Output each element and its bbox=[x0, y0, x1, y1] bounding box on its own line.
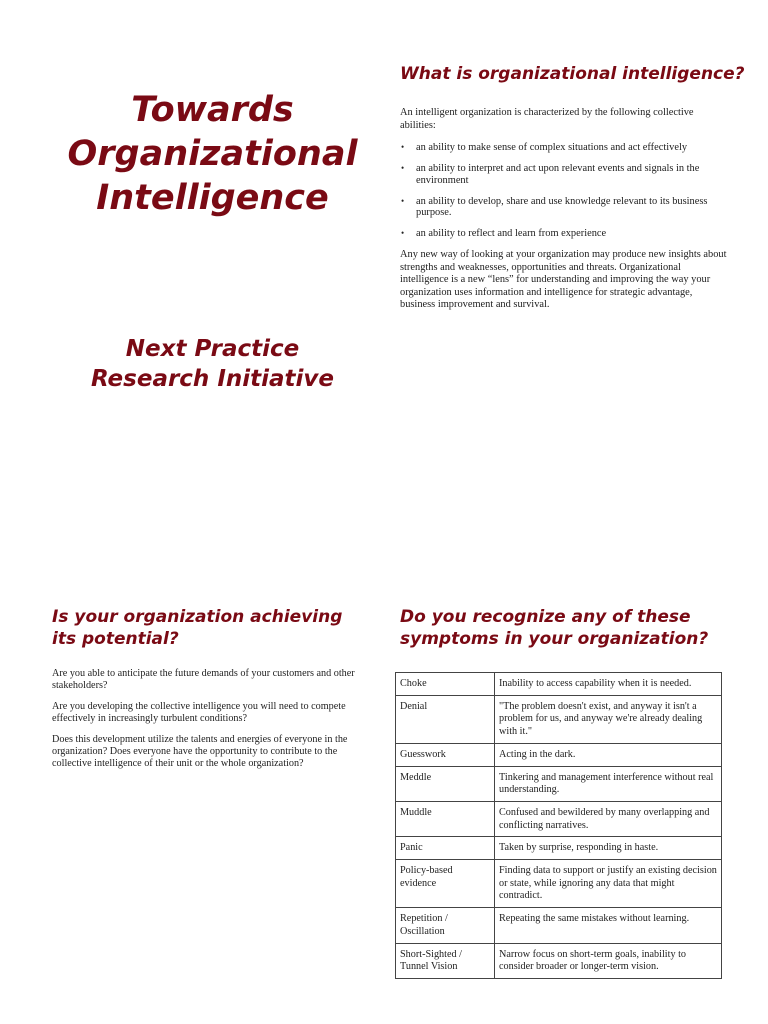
symptom-term: Choke bbox=[396, 673, 495, 696]
symptom-description: "The problem doesn't exist, and anyway it isn't a problem for us, and anyway we're already dealing with it." bbox=[495, 695, 722, 743]
bullet-icon: • bbox=[401, 142, 405, 153]
list-item bbox=[400, 196, 730, 220]
intro-text: An intelligent organization is characterized by the following collective abilities: bbox=[400, 107, 694, 131]
cover-title-line: Intelligence bbox=[96, 178, 329, 218]
list-item bbox=[400, 228, 730, 240]
symptom-description: Confused and bewildered by many overlapping and conflicting narratives. bbox=[495, 801, 722, 836]
symptom-description: Taken by surprise, responding in haste. bbox=[495, 837, 722, 860]
bullet-icon: • bbox=[401, 195, 405, 206]
table-row bbox=[396, 943, 722, 978]
cover-subtitle-line: Research Initiative bbox=[90, 366, 335, 392]
symptom-term: Short-Sighted / Tunnel Vision bbox=[396, 943, 495, 978]
list-item-text: an ability to make sense of complex situations and act effectively bbox=[416, 142, 688, 154]
symptom-term: Panic bbox=[396, 837, 495, 860]
symptom-description: Finding data to support or justify an existing decision or state, while ignoring any data that might contradict. bbox=[495, 860, 722, 908]
list-item bbox=[400, 142, 730, 154]
symptoms-table bbox=[395, 672, 722, 979]
table-row bbox=[396, 837, 722, 860]
list-item-text: an ability to interpret and act upon relevant events and signals in the environment bbox=[416, 162, 700, 186]
symptom-term: Muddle bbox=[396, 801, 495, 836]
body-paragraph: Any new way of looking at your organization may produce new insights about strengths and weaknesses, opportunities and threats. Organizational intelligence is a new “lens” for understanding and improving the way your organization uses information and intelligence for strategic advantage, business improvement and survival. bbox=[400, 248, 727, 311]
symptom-description: Acting in the dark. bbox=[495, 743, 722, 766]
table-row bbox=[396, 766, 722, 801]
table-row bbox=[396, 743, 722, 766]
table-row bbox=[396, 695, 722, 743]
symptom-description: Tinkering and management interference without real understanding. bbox=[495, 766, 722, 801]
table-row bbox=[396, 673, 722, 696]
questions-list bbox=[52, 668, 362, 771]
symptom-term: Guesswork bbox=[396, 743, 495, 766]
potential-section bbox=[52, 606, 362, 779]
abilities-list bbox=[400, 142, 730, 240]
cover-title-line: Towards bbox=[131, 90, 294, 130]
symptom-term: Meddle bbox=[396, 766, 495, 801]
question-text: Are you developing the collective intelligence you will need to compete effectively in increasingly turbulent conditions? bbox=[52, 700, 346, 725]
cover-title bbox=[40, 88, 385, 220]
symptom-description: Repeating the same mistakes without learning. bbox=[495, 908, 722, 943]
question-text: Does this development utilize the talents and energies of everyone in the organization? Does everyone have the opportunity to contribute to the collective intelligence of their unit or the whole organization? bbox=[52, 733, 348, 770]
section-heading: Do you recognize any of these symptoms in your organization? bbox=[400, 607, 709, 649]
symptom-term: Denial bbox=[396, 695, 495, 743]
table-row bbox=[396, 908, 722, 943]
cover-title-line: Organizational bbox=[67, 134, 358, 174]
section-heading: What is organizational intelligence? bbox=[400, 64, 745, 84]
bullet-icon: • bbox=[401, 162, 405, 173]
list-item bbox=[400, 163, 730, 187]
table-row bbox=[396, 860, 722, 908]
section-heading: Is your organization achieving its potential? bbox=[52, 607, 343, 649]
symptoms-section bbox=[400, 606, 725, 650]
symptom-term: Repetition / Oscillation bbox=[396, 908, 495, 943]
cover-subtitle bbox=[40, 334, 385, 394]
symptom-description: Inability to access capability when it is needed. bbox=[495, 673, 722, 696]
list-item-text: an ability to reflect and learn from experience bbox=[416, 228, 607, 240]
question-text: Are you able to anticipate the future demands of your customers and other stakeholders? bbox=[52, 668, 355, 692]
bullet-icon: • bbox=[401, 228, 405, 239]
symptom-description: Narrow focus on short-term goals, inability to consider broader or longer-term vision. bbox=[495, 943, 722, 978]
list-item-text: an ability to develop, share and use knowledge relevant to its business purpose. bbox=[416, 195, 708, 219]
table-row bbox=[396, 801, 722, 836]
symptom-term: Policy-based evidence bbox=[396, 860, 495, 908]
cover-subtitle-line: Next Practice bbox=[125, 336, 300, 362]
organizational-intelligence-section bbox=[400, 63, 745, 312]
